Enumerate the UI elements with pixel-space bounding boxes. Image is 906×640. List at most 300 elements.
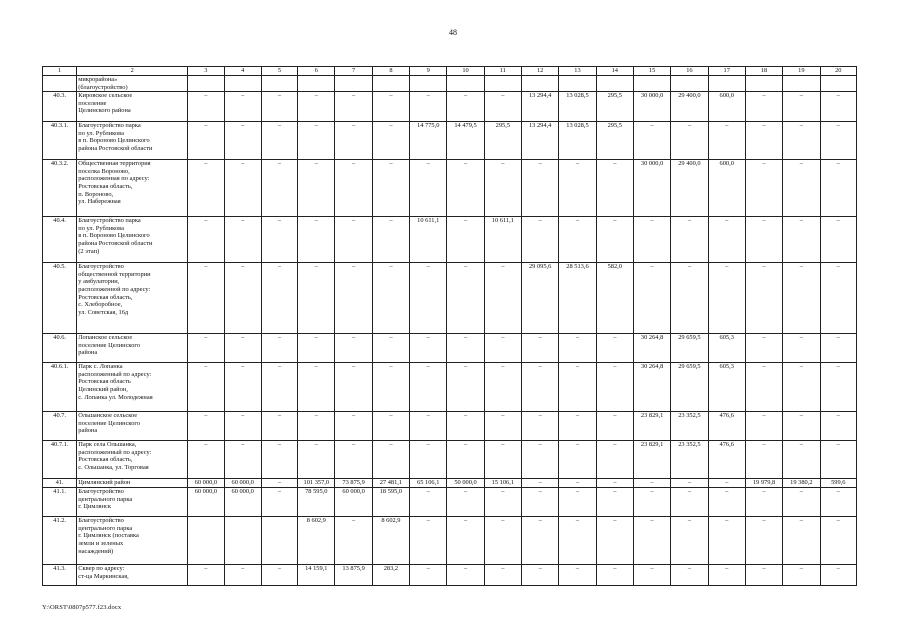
value-cell: – bbox=[745, 517, 782, 565]
value-cell: – bbox=[484, 92, 521, 122]
table-row bbox=[43, 363, 857, 412]
value-cell: – bbox=[484, 160, 521, 217]
value-cell: 295,5 bbox=[596, 122, 633, 160]
value-cell: 19 979,8 bbox=[745, 479, 782, 488]
value-cell: – bbox=[671, 517, 708, 565]
value-cell: 476,6 bbox=[708, 412, 745, 441]
row-number-cell: 41.1. bbox=[43, 488, 77, 517]
value-cell: – bbox=[298, 160, 335, 217]
value-cell: – bbox=[671, 263, 708, 334]
value-cell: – bbox=[820, 441, 856, 479]
value-cell: – bbox=[484, 517, 521, 565]
table-row bbox=[43, 92, 857, 122]
value-cell: – bbox=[671, 488, 708, 517]
value-cell: 8 602,9 bbox=[372, 517, 409, 565]
value-cell: 10 611,1 bbox=[410, 217, 447, 263]
table-row bbox=[43, 488, 857, 517]
table-row bbox=[43, 412, 857, 441]
column-number-cell: 8 bbox=[372, 67, 409, 76]
value-cell: – bbox=[708, 565, 745, 586]
column-number-cell: 13 bbox=[559, 67, 596, 76]
value-cell: – bbox=[559, 479, 596, 488]
value-cell: – bbox=[671, 217, 708, 263]
value-cell: – bbox=[708, 263, 745, 334]
value-cell: – bbox=[447, 412, 484, 441]
value-cell: 295,5 bbox=[484, 122, 521, 160]
value-cell: – bbox=[447, 334, 484, 363]
value-cell: – bbox=[298, 217, 335, 263]
value-cell: – bbox=[559, 517, 596, 565]
value-cell: 599,6 bbox=[820, 479, 856, 488]
value-cell: – bbox=[410, 160, 447, 217]
value-cell: – bbox=[596, 217, 633, 263]
value-cell: – bbox=[596, 479, 633, 488]
value-cell: – bbox=[224, 263, 261, 334]
value-cell bbox=[447, 76, 484, 92]
value-cell: – bbox=[783, 363, 820, 412]
value-cell: – bbox=[372, 441, 409, 479]
value-cell: 30 264,8 bbox=[633, 334, 670, 363]
value-cell: 15 106,1 bbox=[484, 479, 521, 488]
value-cell: – bbox=[559, 441, 596, 479]
value-cell: – bbox=[522, 565, 559, 586]
value-cell: – bbox=[671, 479, 708, 488]
value-cell: – bbox=[188, 412, 224, 441]
column-number-cell: 1 bbox=[43, 67, 77, 76]
column-number-cell: 12 bbox=[522, 67, 559, 76]
row-number-cell: 40.5. bbox=[43, 263, 77, 334]
value-cell: – bbox=[188, 334, 224, 363]
value-cell: – bbox=[261, 441, 297, 479]
value-cell: – bbox=[335, 441, 372, 479]
value-cell: – bbox=[410, 92, 447, 122]
value-cell: 283,2 bbox=[372, 565, 409, 586]
value-cell: – bbox=[261, 363, 297, 412]
column-number-cell: 5 bbox=[261, 67, 297, 76]
value-cell: – bbox=[298, 363, 335, 412]
table-row bbox=[43, 441, 857, 479]
value-cell: – bbox=[484, 441, 521, 479]
value-cell: – bbox=[522, 160, 559, 217]
value-cell: 28 513,6 bbox=[559, 263, 596, 334]
value-cell: – bbox=[447, 488, 484, 517]
value-cell: – bbox=[298, 122, 335, 160]
value-cell: – bbox=[484, 565, 521, 586]
column-number-cell: 20 bbox=[820, 67, 856, 76]
value-cell bbox=[745, 76, 782, 92]
value-cell: – bbox=[820, 412, 856, 441]
value-cell: – bbox=[298, 412, 335, 441]
object-name-cell: Кировское сельское поселение Целинского района bbox=[77, 92, 188, 122]
value-cell bbox=[820, 76, 856, 92]
value-cell: – bbox=[372, 217, 409, 263]
value-cell: – bbox=[335, 263, 372, 334]
value-cell: – bbox=[522, 217, 559, 263]
column-number-cell: 10 bbox=[447, 67, 484, 76]
value-cell: – bbox=[559, 217, 596, 263]
value-cell: – bbox=[335, 334, 372, 363]
table-row bbox=[43, 263, 857, 334]
table-row bbox=[43, 565, 857, 586]
value-cell: – bbox=[188, 363, 224, 412]
value-cell: – bbox=[820, 92, 856, 122]
value-cell: – bbox=[447, 441, 484, 479]
value-cell: – bbox=[783, 488, 820, 517]
value-cell: – bbox=[559, 412, 596, 441]
value-cell: 14 159,1 bbox=[298, 565, 335, 586]
object-name-cell: Ольшанское сельское поселение Целинского района bbox=[77, 412, 188, 441]
value-cell: – bbox=[261, 217, 297, 263]
value-cell: – bbox=[783, 441, 820, 479]
value-cell: – bbox=[410, 517, 447, 565]
value-cell: – bbox=[188, 122, 224, 160]
value-cell: 30 000,0 bbox=[633, 160, 670, 217]
value-cell: – bbox=[596, 412, 633, 441]
value-cell: – bbox=[783, 565, 820, 586]
row-number-cell: 40.6. bbox=[43, 334, 77, 363]
value-cell: – bbox=[224, 160, 261, 217]
value-cell bbox=[559, 76, 596, 92]
row-number-cell: 41.3. bbox=[43, 565, 77, 586]
value-cell: – bbox=[596, 441, 633, 479]
value-cell: – bbox=[820, 363, 856, 412]
value-cell: 19 380,2 bbox=[783, 479, 820, 488]
value-cell: – bbox=[708, 488, 745, 517]
column-number-cell: 2 bbox=[77, 67, 188, 76]
value-cell: – bbox=[745, 122, 782, 160]
column-number-cell: 14 bbox=[596, 67, 633, 76]
row-number-cell bbox=[43, 76, 77, 92]
value-cell: – bbox=[783, 160, 820, 217]
value-cell: – bbox=[783, 217, 820, 263]
table-row bbox=[43, 217, 857, 263]
value-cell: – bbox=[671, 122, 708, 160]
object-name-cell: Благоустройство парка по ул. Рубликова в п. Вороново Целинского района Ростовской области bbox=[77, 122, 188, 160]
value-cell: – bbox=[783, 122, 820, 160]
value-cell: – bbox=[596, 160, 633, 217]
value-cell: – bbox=[224, 122, 261, 160]
value-cell: – bbox=[188, 263, 224, 334]
value-cell: 10 611,1 bbox=[484, 217, 521, 263]
column-number-cell: 3 bbox=[188, 67, 224, 76]
value-cell: 14 775,0 bbox=[410, 122, 447, 160]
value-cell: – bbox=[820, 488, 856, 517]
value-cell: – bbox=[522, 479, 559, 488]
value-cell: 29 095,6 bbox=[522, 263, 559, 334]
value-cell: – bbox=[224, 363, 261, 412]
value-cell: – bbox=[820, 122, 856, 160]
value-cell bbox=[298, 76, 335, 92]
value-cell: – bbox=[522, 363, 559, 412]
row-number-cell: 41. bbox=[43, 479, 77, 488]
object-name-cell: Благоустройство центрального парка г. Цимлянск (поставка земли и зеленых насаждений) bbox=[77, 517, 188, 565]
value-cell: – bbox=[224, 92, 261, 122]
value-cell: – bbox=[447, 263, 484, 334]
value-cell: – bbox=[596, 517, 633, 565]
value-cell: 23 829,1 bbox=[633, 412, 670, 441]
row-number-cell: 40.4. bbox=[43, 217, 77, 263]
value-cell: – bbox=[522, 412, 559, 441]
value-cell: 14 479,5 bbox=[447, 122, 484, 160]
value-cell: – bbox=[188, 160, 224, 217]
value-cell: – bbox=[745, 92, 782, 122]
value-cell: – bbox=[633, 122, 670, 160]
value-cell: 23 829,1 bbox=[633, 441, 670, 479]
value-cell: – bbox=[335, 412, 372, 441]
row-number-cell: 41.2. bbox=[43, 517, 77, 565]
value-cell: – bbox=[820, 517, 856, 565]
value-cell: – bbox=[372, 92, 409, 122]
value-cell bbox=[224, 517, 261, 565]
value-cell: – bbox=[447, 217, 484, 263]
value-cell: – bbox=[188, 92, 224, 122]
value-cell: – bbox=[596, 488, 633, 517]
column-number-cell: 4 bbox=[224, 67, 261, 76]
value-cell: – bbox=[298, 441, 335, 479]
value-cell: 78 595,0 bbox=[298, 488, 335, 517]
value-cell: 29 400,0 bbox=[671, 92, 708, 122]
value-cell: – bbox=[671, 565, 708, 586]
table-row bbox=[43, 160, 857, 217]
value-cell: 29 659,5 bbox=[671, 363, 708, 412]
value-cell: – bbox=[745, 160, 782, 217]
value-cell: – bbox=[633, 517, 670, 565]
value-cell: – bbox=[261, 334, 297, 363]
row-number-cell: 40.3.1. bbox=[43, 122, 77, 160]
value-cell: – bbox=[522, 334, 559, 363]
object-name-cell: Сквер по адресу: ст-ца Маркинская, bbox=[77, 565, 188, 586]
value-cell: 30 264,8 bbox=[633, 363, 670, 412]
object-name-cell: Благоустройство парка по ул. Рубликова в п. Вороново Целинского района Ростовской области (2 этап) bbox=[77, 217, 188, 263]
value-cell: – bbox=[188, 217, 224, 263]
value-cell: – bbox=[745, 565, 782, 586]
value-cell: – bbox=[745, 412, 782, 441]
value-cell: – bbox=[559, 565, 596, 586]
value-cell: – bbox=[745, 334, 782, 363]
value-cell: – bbox=[224, 334, 261, 363]
value-cell: – bbox=[783, 92, 820, 122]
value-cell: 605,3 bbox=[708, 363, 745, 412]
row-number-cell: 40.7.1. bbox=[43, 441, 77, 479]
value-cell: – bbox=[633, 565, 670, 586]
value-cell: – bbox=[820, 160, 856, 217]
value-cell: – bbox=[261, 488, 297, 517]
value-cell bbox=[708, 76, 745, 92]
value-cell: – bbox=[261, 565, 297, 586]
value-cell: – bbox=[484, 412, 521, 441]
value-cell: 600,0 bbox=[708, 92, 745, 122]
value-cell bbox=[261, 76, 297, 92]
value-cell: 13 294,4 bbox=[522, 122, 559, 160]
value-cell: – bbox=[783, 412, 820, 441]
value-cell: – bbox=[410, 488, 447, 517]
value-cell bbox=[188, 76, 224, 92]
value-cell: 60 000,0 bbox=[224, 479, 261, 488]
value-cell: 50 000,0 bbox=[447, 479, 484, 488]
value-cell: – bbox=[484, 363, 521, 412]
value-cell: – bbox=[820, 565, 856, 586]
value-cell: – bbox=[559, 160, 596, 217]
column-number-cell: 19 bbox=[783, 67, 820, 76]
table-row bbox=[43, 334, 857, 363]
value-cell: 13 028,5 bbox=[559, 92, 596, 122]
value-cell: 295,5 bbox=[596, 92, 633, 122]
table-row bbox=[43, 122, 857, 160]
value-cell bbox=[261, 517, 297, 565]
value-cell: – bbox=[188, 441, 224, 479]
value-cell bbox=[596, 76, 633, 92]
value-cell: – bbox=[335, 122, 372, 160]
value-cell: – bbox=[447, 565, 484, 586]
value-cell: – bbox=[596, 363, 633, 412]
value-cell: – bbox=[298, 263, 335, 334]
value-cell: – bbox=[559, 334, 596, 363]
value-cell: – bbox=[447, 160, 484, 217]
object-name-cell: Парк села Ольшанка, расположенный по адресу: Ростовская область, с. Ольшанка, ул. Торговая bbox=[77, 441, 188, 479]
column-number-cell: 11 bbox=[484, 67, 521, 76]
value-cell: – bbox=[261, 263, 297, 334]
value-cell: – bbox=[447, 363, 484, 412]
value-cell: – bbox=[335, 363, 372, 412]
value-cell: 60 000,0 bbox=[224, 488, 261, 517]
value-cell: – bbox=[484, 263, 521, 334]
value-cell: 582,0 bbox=[596, 263, 633, 334]
value-cell: – bbox=[745, 441, 782, 479]
value-cell: – bbox=[224, 441, 261, 479]
value-cell: – bbox=[261, 122, 297, 160]
value-cell: – bbox=[783, 334, 820, 363]
value-cell: 18 595,0 bbox=[372, 488, 409, 517]
value-cell: – bbox=[335, 160, 372, 217]
table-row bbox=[43, 479, 857, 488]
object-name-cell: Общественная территория поселка Вороново, расположенная по адресу: Ростовская область, п. Вороново, ул. Набережная bbox=[77, 160, 188, 217]
value-cell: – bbox=[410, 412, 447, 441]
value-cell bbox=[671, 76, 708, 92]
object-name-cell: Цимлянский район bbox=[77, 479, 188, 488]
value-cell: – bbox=[298, 334, 335, 363]
value-cell: – bbox=[224, 412, 261, 441]
value-cell: 13 875,9 bbox=[335, 565, 372, 586]
object-name-cell: микрорайона» (благоустройство) bbox=[77, 76, 188, 92]
value-cell: 476,6 bbox=[708, 441, 745, 479]
value-cell bbox=[372, 76, 409, 92]
row-number-cell: 40.3.2. bbox=[43, 160, 77, 217]
row-number-cell: 40.7. bbox=[43, 412, 77, 441]
value-cell: – bbox=[745, 217, 782, 263]
value-cell: – bbox=[708, 217, 745, 263]
value-cell: – bbox=[261, 479, 297, 488]
value-cell: – bbox=[745, 488, 782, 517]
value-cell: 30 000,0 bbox=[633, 92, 670, 122]
object-name-cell: Лопанское сельское поселение Целинского района bbox=[77, 334, 188, 363]
value-cell: – bbox=[745, 363, 782, 412]
value-cell bbox=[783, 76, 820, 92]
value-cell: – bbox=[522, 488, 559, 517]
value-cell: – bbox=[522, 517, 559, 565]
column-number-cell: 17 bbox=[708, 67, 745, 76]
object-name-cell: Благоустройство общественной территории у амбулатории, расположенной по адресу: Ростовская область, с. Хлеборобное, ул. Советская, 16д bbox=[77, 263, 188, 334]
value-cell: – bbox=[596, 565, 633, 586]
value-cell: – bbox=[410, 263, 447, 334]
value-cell: 13 028,5 bbox=[559, 122, 596, 160]
value-cell: – bbox=[745, 263, 782, 334]
value-cell: – bbox=[783, 263, 820, 334]
value-cell: – bbox=[633, 263, 670, 334]
value-cell: 101 357,0 bbox=[298, 479, 335, 488]
value-cell: – bbox=[261, 160, 297, 217]
value-cell bbox=[484, 76, 521, 92]
value-cell: – bbox=[559, 363, 596, 412]
value-cell: – bbox=[188, 565, 224, 586]
value-cell: – bbox=[484, 334, 521, 363]
value-cell: 73 875,9 bbox=[335, 479, 372, 488]
value-cell: – bbox=[522, 441, 559, 479]
value-cell: – bbox=[708, 122, 745, 160]
value-cell: 29 400,0 bbox=[671, 160, 708, 217]
value-cell: – bbox=[447, 92, 484, 122]
value-cell: 60 000,0 bbox=[335, 488, 372, 517]
value-cell: – bbox=[335, 517, 372, 565]
row-number-cell: 40.3. bbox=[43, 92, 77, 122]
value-cell: 8 602,9 bbox=[298, 517, 335, 565]
value-cell: – bbox=[410, 565, 447, 586]
value-cell: – bbox=[484, 488, 521, 517]
value-cell: – bbox=[820, 217, 856, 263]
value-cell: – bbox=[224, 217, 261, 263]
object-name-cell: Парк с. Лопанка расположенный по адресу: Ростовская область Целинский район, с. Лопанка ул. Молодежная bbox=[77, 363, 188, 412]
value-cell: 605,3 bbox=[708, 334, 745, 363]
value-cell bbox=[188, 517, 224, 565]
value-cell: – bbox=[335, 92, 372, 122]
value-cell: – bbox=[372, 412, 409, 441]
value-cell: – bbox=[783, 517, 820, 565]
column-number-cell: 6 bbox=[298, 67, 335, 76]
row-number-cell: 40.6.1. bbox=[43, 363, 77, 412]
object-name-cell: Благоустройство центрального парка г. Цимлянск bbox=[77, 488, 188, 517]
value-cell: – bbox=[372, 263, 409, 334]
value-cell: 23 352,5 bbox=[671, 441, 708, 479]
value-cell: – bbox=[372, 363, 409, 412]
table-row bbox=[43, 76, 857, 92]
value-cell: – bbox=[820, 334, 856, 363]
value-cell: 23 352,5 bbox=[671, 412, 708, 441]
page-number: 48 bbox=[449, 28, 457, 37]
value-cell: – bbox=[633, 217, 670, 263]
value-cell: – bbox=[633, 488, 670, 517]
value-cell: 60 000,0 bbox=[188, 479, 224, 488]
value-cell: – bbox=[372, 122, 409, 160]
value-cell bbox=[522, 76, 559, 92]
value-cell: 13 294,4 bbox=[522, 92, 559, 122]
value-cell: – bbox=[559, 488, 596, 517]
value-cell: – bbox=[708, 517, 745, 565]
value-cell: – bbox=[335, 217, 372, 263]
value-cell bbox=[224, 76, 261, 92]
value-cell: – bbox=[410, 363, 447, 412]
value-cell: – bbox=[708, 479, 745, 488]
value-cell: – bbox=[224, 565, 261, 586]
column-number-row bbox=[43, 67, 857, 76]
value-cell: – bbox=[410, 334, 447, 363]
column-number-cell: 18 bbox=[745, 67, 782, 76]
value-cell: – bbox=[820, 263, 856, 334]
value-cell: – bbox=[372, 160, 409, 217]
value-cell: 65 106,1 bbox=[410, 479, 447, 488]
file-path-footer: Y:\ORST\0807p577.f23.docx bbox=[42, 604, 122, 611]
value-cell: 600,0 bbox=[708, 160, 745, 217]
value-cell: – bbox=[596, 334, 633, 363]
column-number-cell: 16 bbox=[671, 67, 708, 76]
